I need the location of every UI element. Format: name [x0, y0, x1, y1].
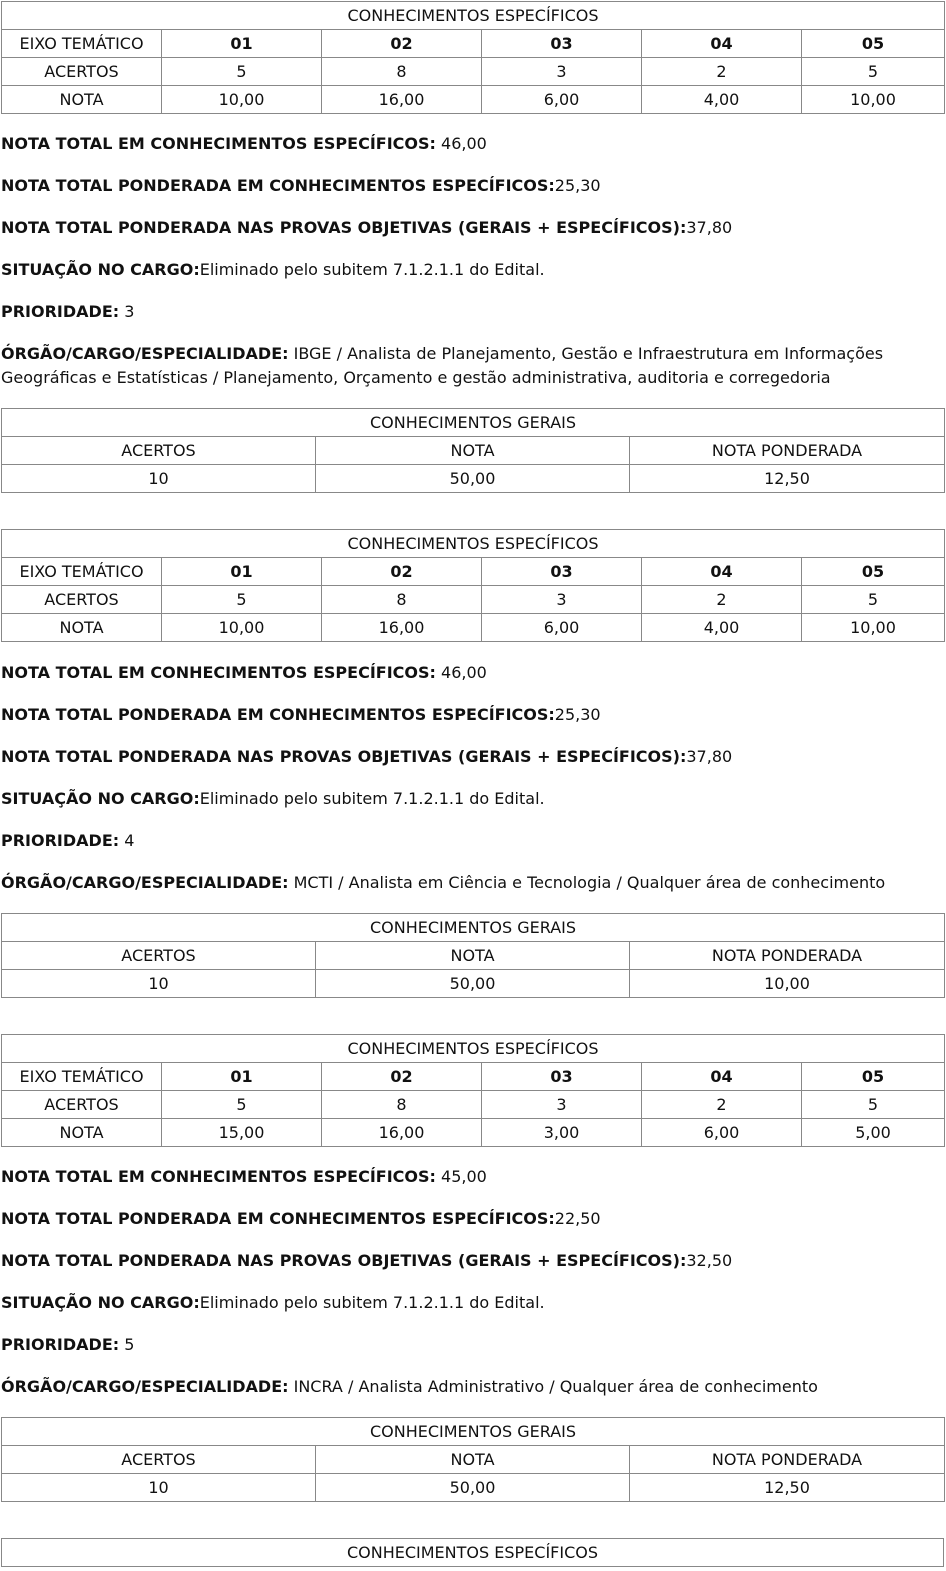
- nota-cell: 6,00: [482, 614, 642, 642]
- gerais-value: 50,00: [316, 1474, 630, 1502]
- ponderada-obj-line: [1, 746, 732, 768]
- acertos-cell: 8: [322, 1091, 482, 1119]
- acertos-cell: 8: [322, 58, 482, 86]
- situacao-label: SITUAÇÃO NO CARGO:: [1, 1293, 200, 1312]
- especificos-table: [1, 1538, 944, 1567]
- ponderada-obj-value: 37,80: [686, 747, 733, 766]
- table-title: CONHECIMENTOS GERAIS: [2, 409, 945, 437]
- ponderada-obj-line: [1, 217, 732, 239]
- nota-total-value: 45,00: [435, 1167, 487, 1186]
- row-label: EIXO TEMÁTICO: [2, 1063, 162, 1091]
- gerais-value: 10: [2, 1474, 316, 1502]
- nota-cell: 10,00: [162, 614, 322, 642]
- prioridade-label: PRIORIDADE:: [1, 831, 120, 850]
- eixo-cell: 04: [642, 558, 802, 586]
- prioridade-label: PRIORIDADE:: [1, 1335, 120, 1354]
- nota-cell: 3,00: [482, 1119, 642, 1147]
- nota-cell: 16,00: [322, 614, 482, 642]
- nota-cell: 15,00: [162, 1119, 322, 1147]
- acertos-cell: 5: [162, 586, 322, 614]
- row-label: NOTA: [2, 614, 162, 642]
- prioridade-value: 3: [119, 302, 135, 321]
- ponderada-obj-label: NOTA TOTAL PONDERADA NAS PROVAS OBJETIVAS (GERAIS + ESPECÍFICOS):: [1, 1251, 687, 1270]
- gerais-table: [1, 1417, 945, 1502]
- eixo-cell: 05: [802, 1063, 945, 1091]
- nota-cell: 5,00: [802, 1119, 945, 1147]
- situacao-line: [1, 259, 545, 281]
- ponderada-obj-label: NOTA TOTAL PONDERADA NAS PROVAS OBJETIVAS (GERAIS + ESPECÍFICOS):: [1, 747, 687, 766]
- nota-cell: 6,00: [482, 86, 642, 114]
- prioridade-line: [1, 1334, 134, 1356]
- nota-cell: 10,00: [162, 86, 322, 114]
- eixo-cell: 05: [802, 30, 945, 58]
- nota-total-label: NOTA TOTAL EM CONHECIMENTOS ESPECÍFICOS:: [1, 663, 436, 682]
- orgao-line: [1, 1376, 818, 1398]
- gerais-table: [1, 913, 945, 998]
- ponderada-obj-label: NOTA TOTAL PONDERADA NAS PROVAS OBJETIVAS (GERAIS + ESPECÍFICOS):: [1, 218, 687, 237]
- row-label: ACERTOS: [2, 1091, 162, 1119]
- especificos-table: [1, 1034, 945, 1147]
- situacao-label: SITUAÇÃO NO CARGO:: [1, 789, 200, 808]
- gerais-value: 10,00: [630, 970, 945, 998]
- acertos-cell: 2: [642, 586, 802, 614]
- acertos-cell: 5: [802, 586, 945, 614]
- row-label: ACERTOS: [2, 586, 162, 614]
- acertos-cell: 3: [482, 1091, 642, 1119]
- orgao-line: [1, 872, 885, 894]
- situacao-line: [1, 788, 545, 810]
- eixo-cell: 04: [642, 1063, 802, 1091]
- ponderada-esp-line: [1, 1208, 601, 1230]
- gerais-header: ACERTOS: [2, 437, 316, 465]
- situacao-value: Eliminado pelo subitem 7.1.2.1.1 do Edital.: [199, 789, 545, 808]
- gerais-value: 12,50: [630, 465, 945, 493]
- table-title: CONHECIMENTOS GERAIS: [2, 914, 945, 942]
- ponderada-esp-value: 22,50: [554, 1209, 601, 1228]
- table-title: CONHECIMENTOS ESPECÍFICOS: [2, 2, 945, 30]
- eixo-cell: 03: [482, 30, 642, 58]
- orgao-label: ÓRGÃO/CARGO/ESPECIALIDADE:: [1, 1377, 289, 1396]
- ponderada-esp-label: NOTA TOTAL PONDERADA EM CONHECIMENTOS ESPECÍFICOS:: [1, 1209, 555, 1228]
- nota-total-line: [1, 1166, 487, 1188]
- prioridade-value: 5: [119, 1335, 135, 1354]
- ponderada-esp-line: [1, 704, 601, 726]
- acertos-cell: 2: [642, 1091, 802, 1119]
- acertos-cell: 2: [642, 58, 802, 86]
- nota-total-line: [1, 662, 487, 684]
- eixo-cell: 03: [482, 558, 642, 586]
- acertos-cell: 8: [322, 586, 482, 614]
- acertos-cell: 3: [482, 58, 642, 86]
- acertos-cell: 5: [162, 1091, 322, 1119]
- orgao-label: ÓRGÃO/CARGO/ESPECIALIDADE:: [1, 873, 289, 892]
- situacao-line: [1, 1292, 545, 1314]
- gerais-header: NOTA PONDERADA: [630, 437, 945, 465]
- eixo-cell: 01: [162, 558, 322, 586]
- gerais-header: ACERTOS: [2, 1446, 316, 1474]
- prioridade-value: 4: [119, 831, 135, 850]
- ponderada-esp-value: 25,30: [554, 176, 601, 195]
- acertos-cell: 5: [802, 1091, 945, 1119]
- gerais-header: ACERTOS: [2, 942, 316, 970]
- nota-total-line: [1, 133, 487, 155]
- orgao-value: IBGE / Analista de Planejamento, Gestão e Infraestrutura em Informações Geográficas e Estatísticas / Planejamento, Orçamento e gestão administrativa, auditoria e corregedoria: [1, 344, 884, 387]
- ponderada-obj-value: 37,80: [686, 218, 733, 237]
- gerais-header: NOTA: [316, 437, 630, 465]
- nota-cell: 16,00: [322, 1119, 482, 1147]
- table-title: CONHECIMENTOS ESPECÍFICOS: [2, 1539, 944, 1567]
- acertos-cell: 5: [802, 58, 945, 86]
- orgao-label: ÓRGÃO/CARGO/ESPECIALIDADE:: [1, 344, 289, 363]
- table-title: CONHECIMENTOS GERAIS: [2, 1418, 945, 1446]
- prioridade-line: [1, 301, 134, 323]
- acertos-cell: 5: [162, 58, 322, 86]
- prioridade-line: [1, 830, 134, 852]
- ponderada-esp-line: [1, 175, 601, 197]
- gerais-header: NOTA PONDERADA: [630, 1446, 945, 1474]
- row-label: NOTA: [2, 86, 162, 114]
- especificos-table: [1, 1, 945, 114]
- nota-cell: 6,00: [642, 1119, 802, 1147]
- gerais-table: [1, 408, 945, 493]
- ponderada-esp-value: 25,30: [554, 705, 601, 724]
- gerais-header: NOTA: [316, 942, 630, 970]
- nota-total-value: 46,00: [435, 663, 487, 682]
- gerais-value: 12,50: [630, 1474, 945, 1502]
- ponderada-obj-line: [1, 1250, 732, 1272]
- gerais-value: 10: [2, 465, 316, 493]
- nota-total-label: NOTA TOTAL EM CONHECIMENTOS ESPECÍFICOS:: [1, 1167, 436, 1186]
- situacao-value: Eliminado pelo subitem 7.1.2.1.1 do Edital.: [199, 1293, 545, 1312]
- orgao-value: INCRA / Analista Administrativo / Qualquer área de conhecimento: [288, 1377, 818, 1396]
- nota-total-label: NOTA TOTAL EM CONHECIMENTOS ESPECÍFICOS:: [1, 134, 436, 153]
- eixo-cell: 02: [322, 30, 482, 58]
- row-label: EIXO TEMÁTICO: [2, 558, 162, 586]
- acertos-cell: 3: [482, 586, 642, 614]
- table-title: CONHECIMENTOS ESPECÍFICOS: [2, 1035, 945, 1063]
- nota-cell: 10,00: [802, 86, 945, 114]
- eixo-cell: 02: [322, 558, 482, 586]
- ponderada-esp-label: NOTA TOTAL PONDERADA EM CONHECIMENTOS ESPECÍFICOS:: [1, 705, 555, 724]
- gerais-header: NOTA PONDERADA: [630, 942, 945, 970]
- nota-cell: 16,00: [322, 86, 482, 114]
- eixo-cell: 03: [482, 1063, 642, 1091]
- ponderada-obj-value: 32,50: [686, 1251, 733, 1270]
- situacao-label: SITUAÇÃO NO CARGO:: [1, 260, 200, 279]
- nota-cell: 4,00: [642, 614, 802, 642]
- row-label: ACERTOS: [2, 58, 162, 86]
- nota-cell: 4,00: [642, 86, 802, 114]
- gerais-header: NOTA: [316, 1446, 630, 1474]
- orgao-line: [1, 342, 941, 390]
- eixo-cell: 04: [642, 30, 802, 58]
- eixo-cell: 01: [162, 30, 322, 58]
- situacao-value: Eliminado pelo subitem 7.1.2.1.1 do Edital.: [199, 260, 545, 279]
- table-title: CONHECIMENTOS ESPECÍFICOS: [2, 530, 945, 558]
- row-label: EIXO TEMÁTICO: [2, 30, 162, 58]
- eixo-cell: 01: [162, 1063, 322, 1091]
- ponderada-esp-label: NOTA TOTAL PONDERADA EM CONHECIMENTOS ESPECÍFICOS:: [1, 176, 555, 195]
- prioridade-label: PRIORIDADE:: [1, 302, 120, 321]
- row-label: NOTA: [2, 1119, 162, 1147]
- gerais-value: 10: [2, 970, 316, 998]
- nota-cell: 10,00: [802, 614, 945, 642]
- eixo-cell: 05: [802, 558, 945, 586]
- nota-total-value: 46,00: [435, 134, 487, 153]
- gerais-value: 50,00: [316, 970, 630, 998]
- especificos-table: [1, 529, 945, 642]
- gerais-value: 50,00: [316, 465, 630, 493]
- orgao-value: MCTI / Analista em Ciência e Tecnologia / Qualquer área de conhecimento: [288, 873, 886, 892]
- eixo-cell: 02: [322, 1063, 482, 1091]
